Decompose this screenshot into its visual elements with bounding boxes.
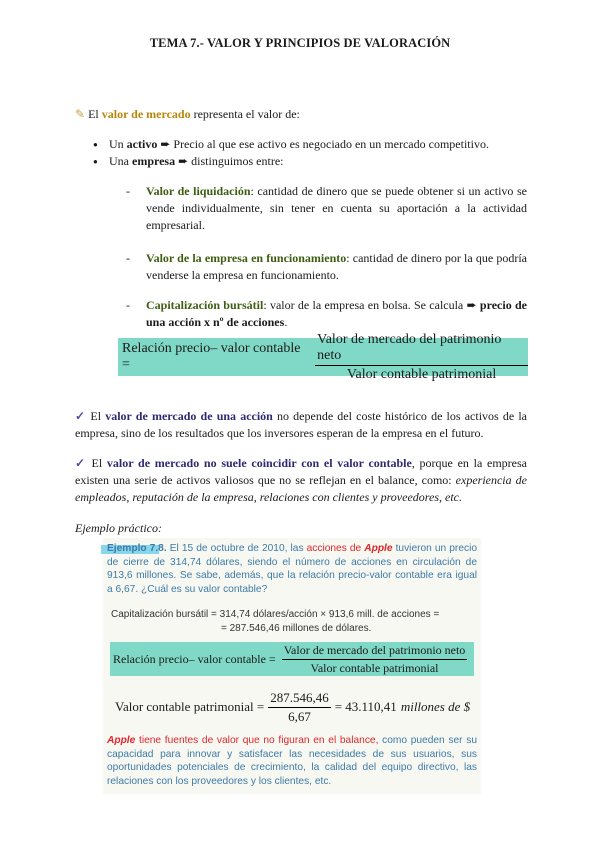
calc-line-2: = 287.546,46 millones de dólares. <box>221 623 372 634</box>
bullet-pre: Un <box>109 137 127 151</box>
dash-marker: - <box>126 251 130 265</box>
intro-term: valor de mercado <box>101 107 191 121</box>
sub-item-liquidacion <box>126 183 527 234</box>
sub-item-funcionamiento <box>126 250 527 284</box>
sub-item-bold: de una acción x nº de acciones <box>146 298 527 329</box>
formula-lhs: Relación precio– valor contable = <box>122 341 301 372</box>
bullet-term: activo <box>126 137 158 151</box>
sub-item-text: : valor de la empresa en bolsa. Se calcula <box>263 298 467 312</box>
sub-item-text: : cantidad de dinero por la que podría venderse la empresa en funcionamiento. <box>146 251 527 282</box>
bullet-term: empresa <box>132 154 176 168</box>
closing-red: tiene fuentes de valor que no figuran en el balance, <box>135 735 379 746</box>
example-text: tuvieron un precio de cierre de 314,74 dólares, siendo el número de acciones en circulación de 913,6 millones. Se sabe, además, que la relación precio-valor contable era igual a 6,67. ¿Cuál es su valor contable? <box>107 543 478 595</box>
example-text-red: acciones de <box>306 543 365 554</box>
arrow-icon: ➨ <box>160 137 171 151</box>
formula-denominator: Valor contable patrimonial <box>346 366 497 382</box>
calc-line-1: Capitalización bursátil = 314,74 dólares/acción × 913,6 mill. de acciones = <box>111 609 440 620</box>
sub-item-text: : cantidad de dinero que se puede obtener si un activo se vende individualmente, sin tener en cuenta su aportación a la actividad empresarial. <box>146 184 527 232</box>
vcp-unit: millones de $ <box>400 699 471 714</box>
sub-item-end: . <box>284 315 288 329</box>
formula-box <box>118 331 528 382</box>
example-heading-text: Ejemplo 7.8. <box>107 543 167 554</box>
example-label <box>75 520 162 537</box>
vcp-numerator: 287.546,46 <box>268 690 331 708</box>
arrow-icon: ➨ <box>178 154 189 168</box>
sub-item-bold: precio <box>476 298 512 312</box>
bullet-text: distinguimos entre: <box>188 154 284 168</box>
brand-name: Apple <box>364 543 393 554</box>
para-text: , porque en la empresa existen una serie de activos valiosos que no se reflejan en el balance, como: <box>75 456 527 487</box>
check-icon: ✓ <box>75 456 87 470</box>
example-label-text: Ejemplo práctico: <box>75 521 162 535</box>
example-formula-numerator: Valor de mercado del patrimonio neto <box>282 643 468 660</box>
vcp-fraction <box>268 690 331 725</box>
sub-item-term: Valor de la empresa en funcionamiento <box>146 251 347 265</box>
intro-lead: El <box>88 107 102 121</box>
sub-item-term: Valor de liquidación <box>146 184 251 198</box>
vcp-result: = 43.110,41 <box>334 699 397 714</box>
example-formula-lhs: Relación precio– valor contable = <box>113 651 276 666</box>
intro-line <box>75 106 535 123</box>
para-text: no depende del coste histórico de los activos de la empresa, sino de los resultados que los inversores esperan de la empresa en el futuro. <box>75 409 527 440</box>
example-text: El 15 de octubre de 2010, las <box>166 543 307 554</box>
list-item <box>93 153 533 170</box>
example-heading <box>107 543 167 554</box>
example-closing <box>107 734 477 788</box>
formula-fraction <box>315 332 528 383</box>
brand-name: Apple <box>107 735 136 746</box>
intro-rest: representa el valor de: <box>190 107 300 121</box>
example-statement <box>107 542 477 596</box>
page-title: TEMA 7.- VALOR Y PRINCIPIOS DE VALORACIÓN <box>149 36 451 50</box>
para-term: valor de mercado de una acción <box>105 409 273 423</box>
formula-numerator: Valor de mercado del patrimonio neto <box>315 332 528 366</box>
sub-item-term: Capitalización bursátil <box>146 298 264 312</box>
vcp-equation <box>115 690 485 724</box>
bullet-text: Precio al que ese activo es negociado en un mercado competitivo. <box>170 137 489 151</box>
closing-blue: como pueden ser su capacidad para innovar y satisfacer las necesidades de sus usuarios, sus oportunidades potenciales de crecimiento, la calidad del equipo directivo, las relaciones con los proveedores y los clientes, etc. <box>107 735 478 787</box>
arrow-icon: ➨ <box>466 298 477 312</box>
paragraph-contable <box>75 455 527 506</box>
pencil-icon: ✎ <box>75 107 86 121</box>
example-formula-denominator: Valor contable patrimonial <box>310 660 439 675</box>
example-box <box>103 538 481 794</box>
check-icon: ✓ <box>75 409 87 423</box>
para-lead: El <box>86 409 106 423</box>
bullet-list <box>93 136 533 170</box>
list-item <box>93 136 533 153</box>
para-lead: El <box>86 456 107 470</box>
dash-marker: - <box>126 298 130 312</box>
example-formula-box <box>110 642 474 676</box>
para-term: valor de mercado no suele coincidir con el valor contable <box>106 456 412 470</box>
para-italic: experiencia de empleados, reputación de la empresa, relaciones con clientes y proveedores, etc. <box>75 473 528 504</box>
vcp-denominator: 6,67 <box>288 708 311 724</box>
sub-item-capitalizacion <box>126 297 527 331</box>
example-formula-fraction <box>282 643 468 676</box>
dash-marker: - <box>126 184 130 198</box>
vcp-lhs: Valor contable patrimonial = <box>115 699 265 714</box>
bullet-pre: Una <box>109 154 132 168</box>
paragraph-accion <box>75 408 527 442</box>
